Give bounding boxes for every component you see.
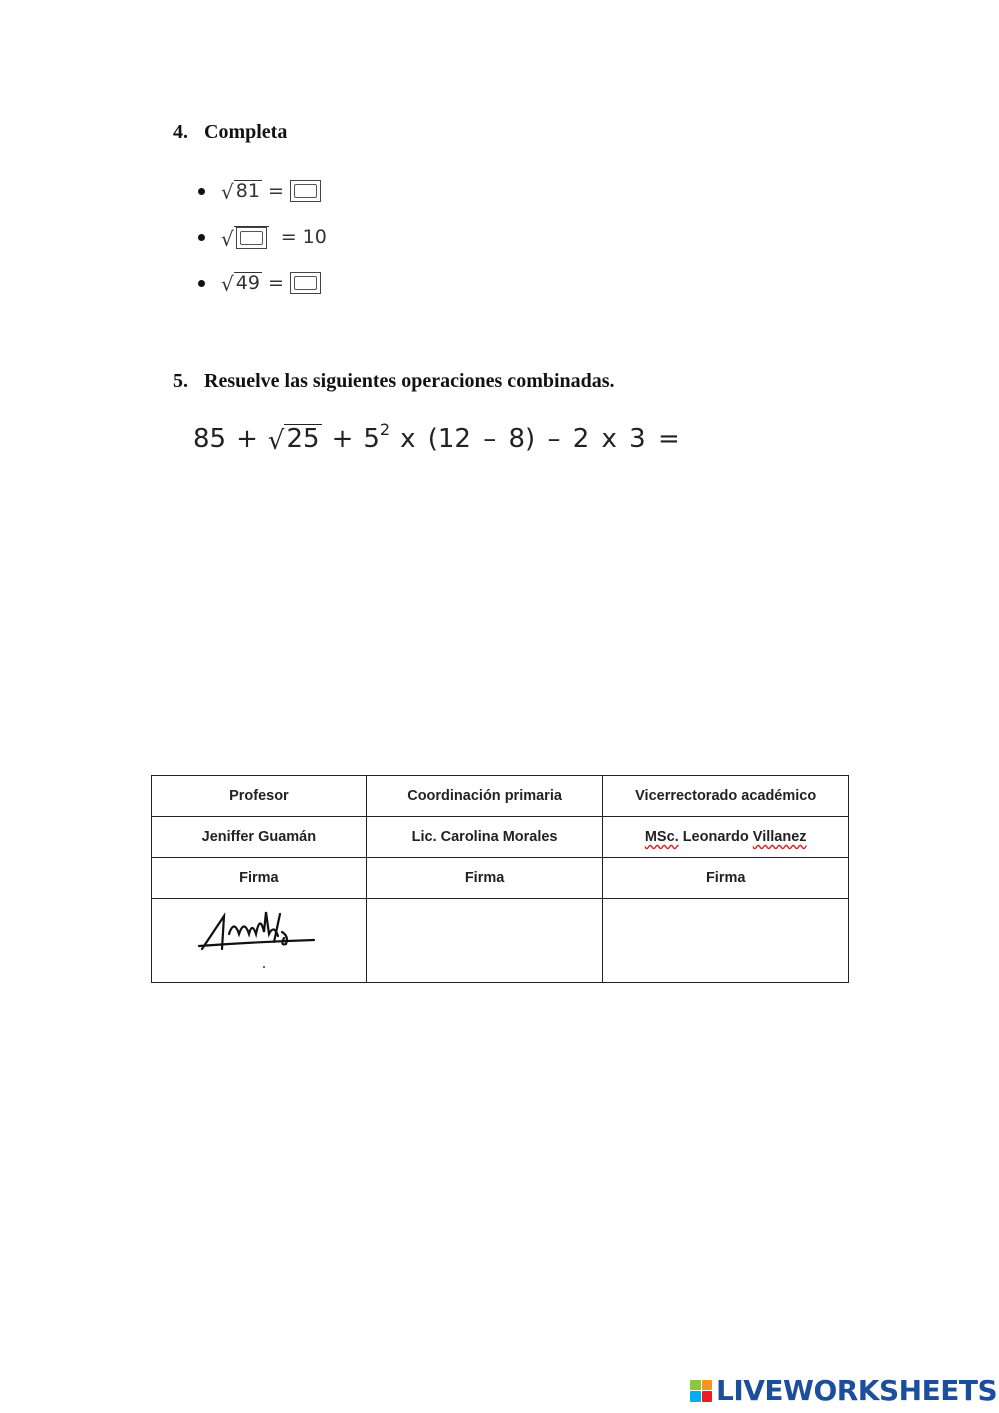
q4-item-1: √ 81 = <box>198 176 321 206</box>
sqrt-expression: √ 25 <box>267 424 320 456</box>
bullet-icon <box>198 188 205 195</box>
sqrt-expression: √ 49 <box>221 271 260 296</box>
bullet-icon <box>198 280 205 287</box>
table-row <box>152 858 849 899</box>
firma-label: Firma <box>366 858 603 899</box>
header-coordinacion: Coordinación primaria <box>366 776 603 817</box>
liveworksheets-logo: LIVEWORKSHEETS <box>690 1374 997 1407</box>
name-coordinacion: Lic. Carolina Morales <box>366 817 603 858</box>
header-vicerrectorado: Vicerrectorado académico <box>603 776 849 817</box>
firma-label: Firma <box>603 858 849 899</box>
header-profesor: Profesor <box>152 776 367 817</box>
signature-cell <box>366 899 603 983</box>
name-vicerrectorado: MSc. Leonardo Villanez <box>603 817 849 858</box>
answer-box[interactable] <box>290 180 321 202</box>
combined-operation-formula: 85 + √ 25 + 5 2 x (12 – 8) – 2 x 3 = <box>193 419 680 456</box>
question-4-title: 4. Completa <box>173 121 288 143</box>
sqrt-expression: √ 81 <box>221 179 260 204</box>
answer-box[interactable] <box>290 272 321 294</box>
bullet-icon <box>198 234 205 241</box>
signature-cell <box>152 899 367 983</box>
firma-label: Firma <box>152 858 367 899</box>
table-row <box>152 899 849 983</box>
signature-table <box>151 775 849 983</box>
name-profesor: Jeniffer Guamán <box>152 817 367 858</box>
q4-item-2: √ = 10 <box>198 222 327 252</box>
table-row <box>152 817 849 858</box>
logo-grid-icon <box>690 1380 712 1402</box>
question-5-title: 5. Resuelve las siguientes operaciones combinadas. <box>173 370 615 392</box>
handwritten-signature-icon <box>194 904 324 974</box>
q4-item-3: √ 49 = <box>198 268 321 298</box>
answer-box[interactable] <box>236 227 267 249</box>
table-row <box>152 776 849 817</box>
signature-cell <box>603 899 849 983</box>
sqrt-expression: √ <box>221 226 269 249</box>
